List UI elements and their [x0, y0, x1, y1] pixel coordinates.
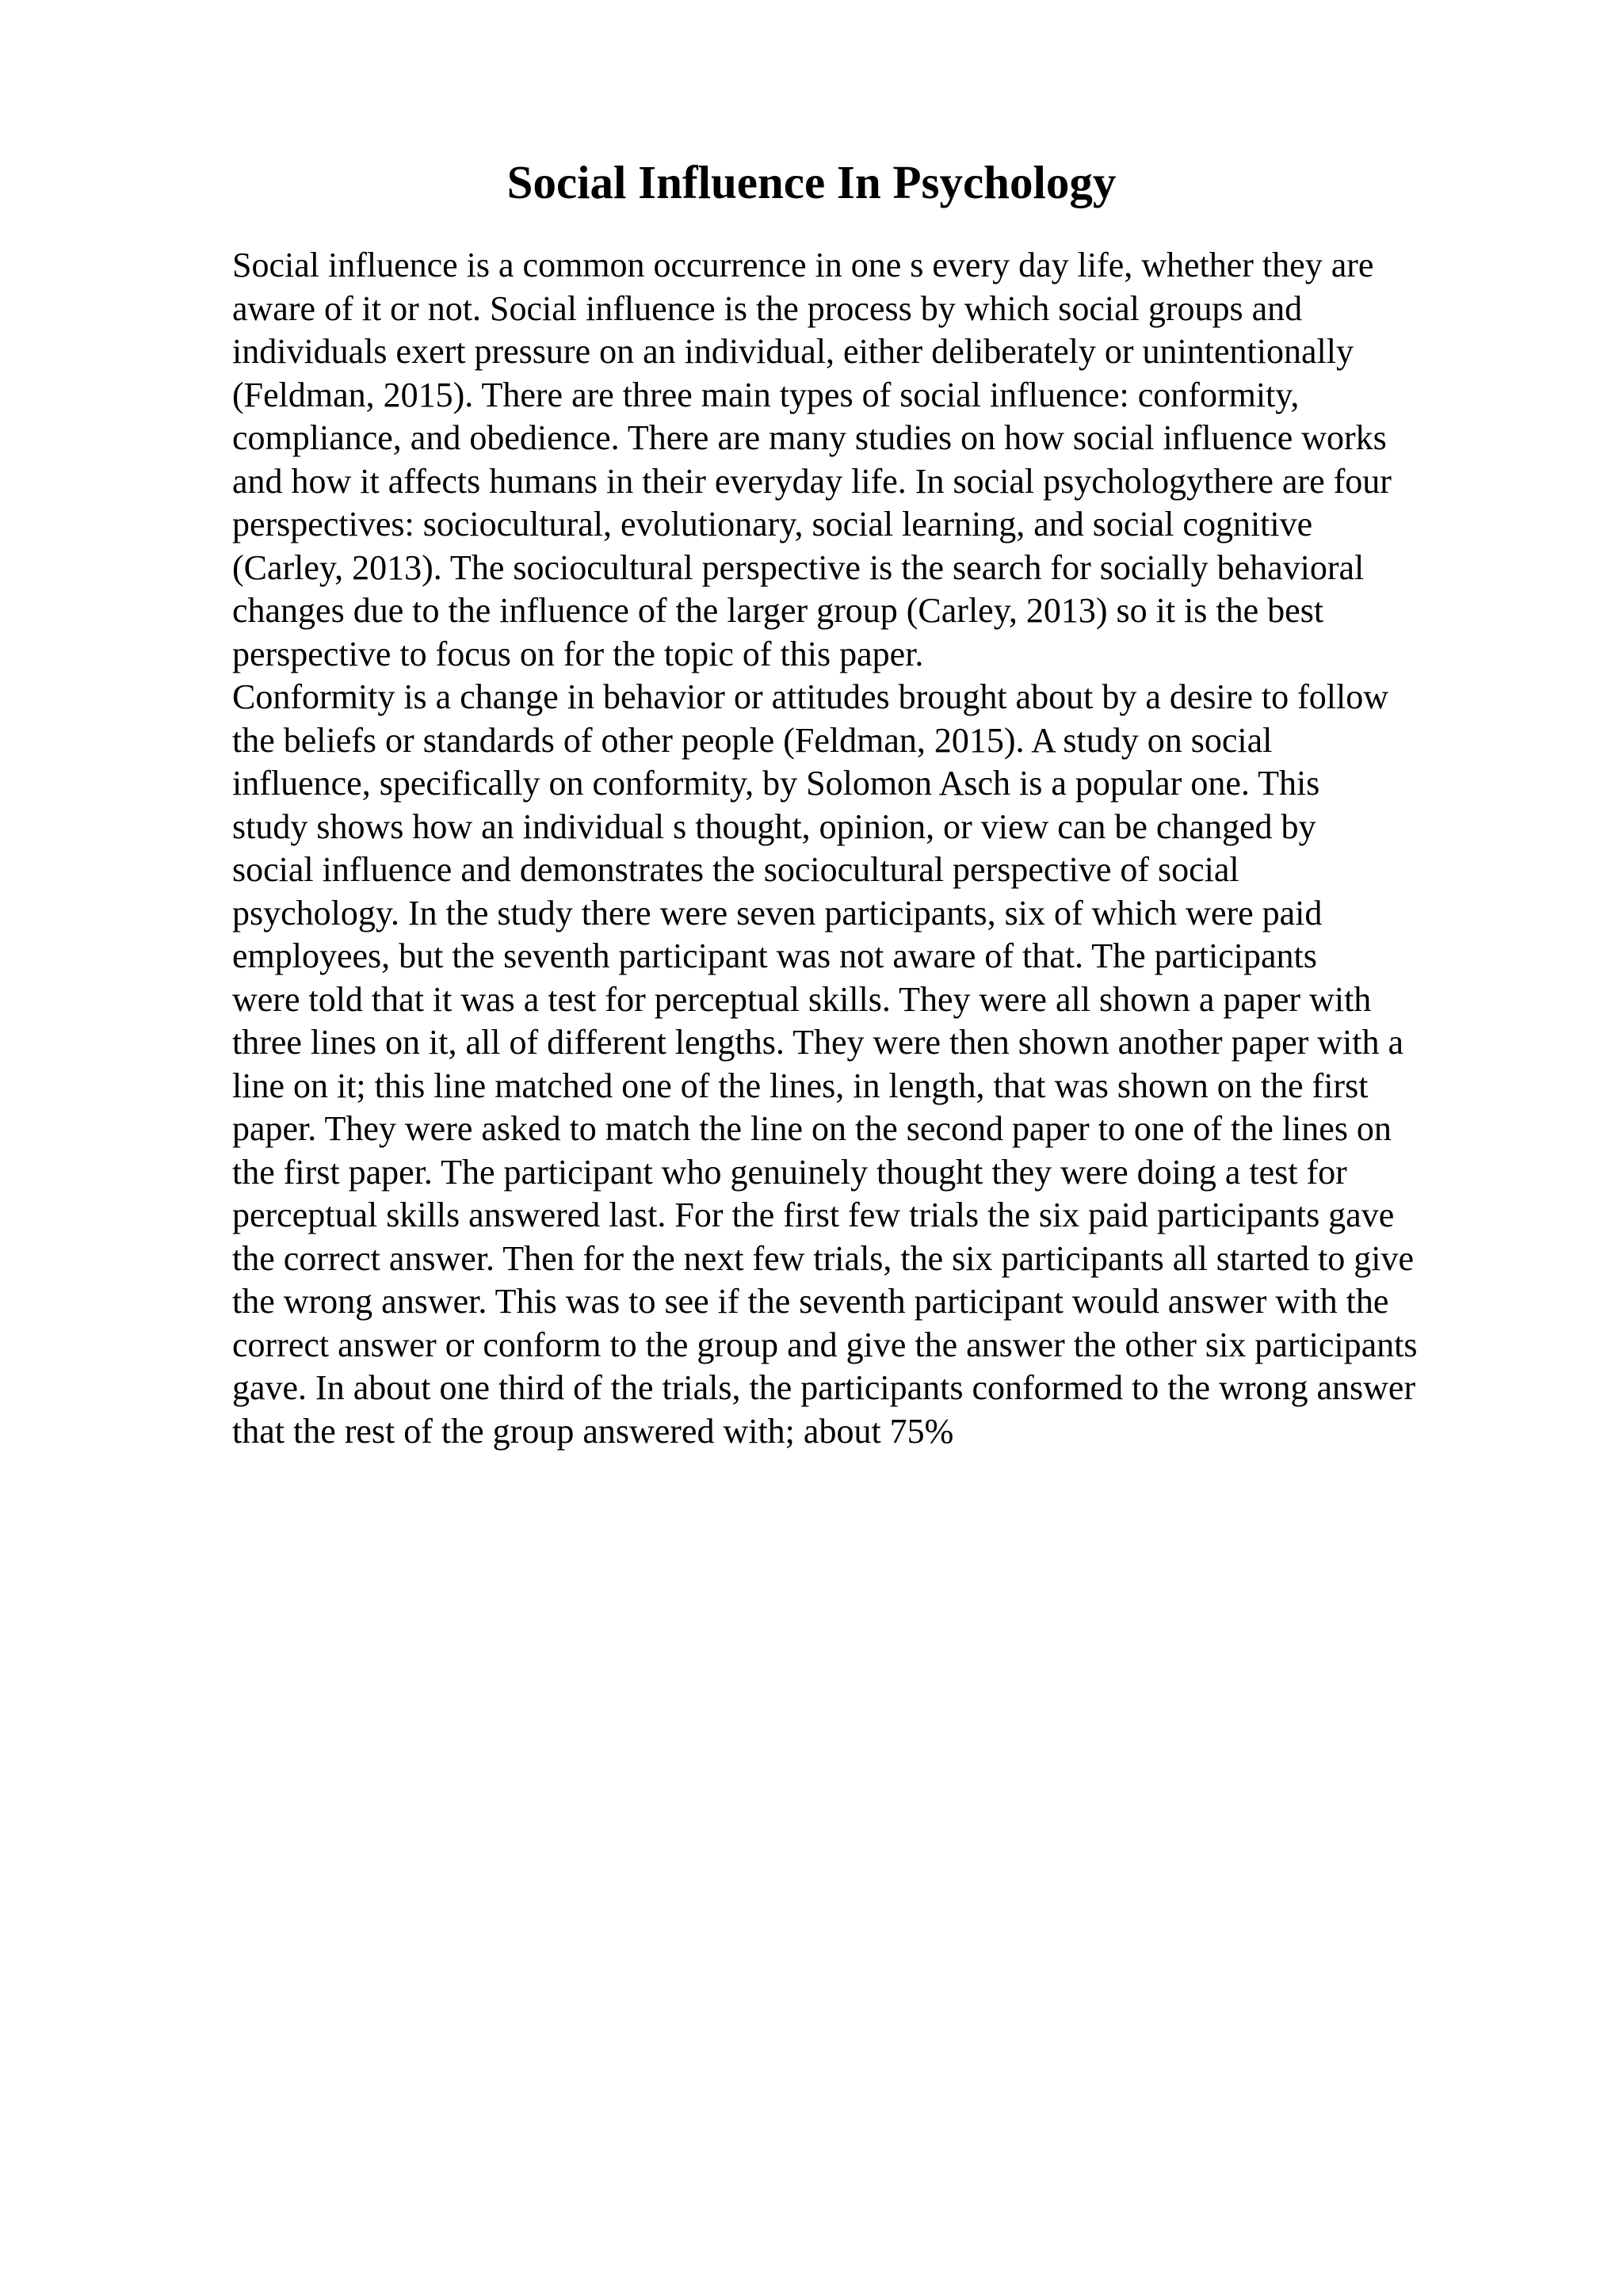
- text-line: aware of it or not. Social influence is the process by which social groups and: [232, 288, 1303, 328]
- text-line: the first paper. The participant who genuinely thought they were doing a test for: [232, 1152, 1347, 1192]
- text-line: the beliefs or standards of other people (Feldman, 2015). A study on social: [232, 720, 1273, 760]
- text-line: (Carley, 2013). The sociocultural perspective is the search for socially behavioral: [232, 547, 1365, 587]
- text-line: correct answer or conform to the group and give the answer the other six participants: [232, 1325, 1418, 1364]
- text-line: line on it; this line matched one of the lines, in length, that was shown on the first: [232, 1066, 1369, 1105]
- text-line: the correct answer. Then for the next few trials, the six participants all started to give: [232, 1238, 1415, 1278]
- document-body: [232, 244, 1500, 1453]
- text-line: Social influence is a common occurrence in one s every day life, whether they are: [232, 246, 1374, 284]
- text-line: perspective to focus on for the topic of this paper.: [232, 634, 924, 673]
- paragraph-1: [232, 244, 1500, 676]
- text-line: were told that it was a test for perceptual skills. They were all shown a paper with: [232, 979, 1372, 1019]
- document-title: Social Influence In Psychology: [506, 156, 1117, 208]
- text-line: and how it affects humans in their everyday life. In social psychologythere are four: [232, 461, 1392, 501]
- text-line: changes due to the influence of the larger group (Carley, 2013) so it is the best: [232, 591, 1324, 630]
- text-line: perspectives: sociocultural, evolutionary, social learning, and social cognitive: [232, 505, 1313, 543]
- text-line: (Feldman, 2015). There are three main types of social influence: conformity,: [232, 375, 1300, 414]
- text-line: paper. They were asked to match the line on the second paper to one of the lines on: [232, 1109, 1392, 1148]
- text-line: Conformity is a change in behavior or attitudes brought about by a desire to follow: [232, 677, 1389, 716]
- text-line: influence, specifically on conformity, by Solomon Asch is a popular one. This: [232, 764, 1320, 803]
- text-line: social influence and demonstrates the sociocultural perspective of social: [232, 850, 1239, 889]
- text-line: gave. In about one third of the trials, the participants conformed to the wrong answer: [232, 1368, 1416, 1407]
- text-line: study shows how an individual s thought, opinion, or view can be changed by: [232, 807, 1316, 846]
- text-line: perceptual skills answered last. For the first few trials the six paid participants gave: [232, 1196, 1395, 1234]
- paragraph-2: [232, 676, 1500, 1453]
- text-line: psychology. In the study there were seven participants, six of which were paid: [232, 893, 1323, 933]
- text-line: that the rest of the group answered with; about 75%: [232, 1411, 954, 1451]
- text-line: compliance, and obedience. There are many studies on how social influence works: [232, 418, 1387, 457]
- text-line: three lines on it, all of different lengths. They were then shown another paper with a: [232, 1023, 1404, 1062]
- text-line: employees, but the seventh participant was not aware of that. The participants: [232, 936, 1317, 975]
- text-line: individuals exert pressure on an individual, either deliberately or unintentionally: [232, 332, 1354, 371]
- text-line: the wrong answer. This was to see if the seventh participant would answer with the: [232, 1282, 1389, 1321]
